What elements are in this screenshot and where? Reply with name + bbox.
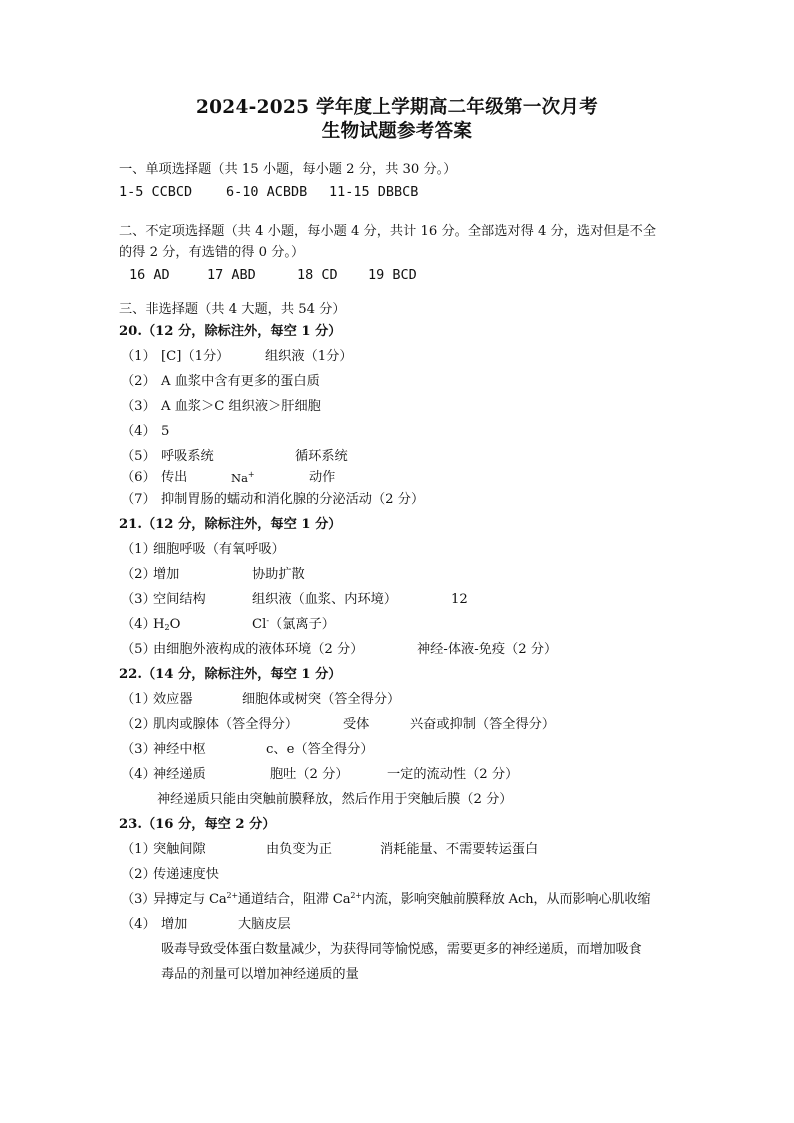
- item-number: （1）: [121, 542, 156, 557]
- item-number: （4）: [121, 424, 156, 439]
- item-number: （2）: [121, 374, 156, 389]
- item-number: （1）: [121, 349, 156, 364]
- item-number: （4）: [121, 917, 156, 932]
- answer-text: 增加: [153, 567, 180, 582]
- item-number: （5）: [121, 449, 156, 464]
- item-number: （4）: [121, 617, 156, 632]
- answer-text: 增加: [161, 917, 188, 932]
- item-number: （2）: [121, 867, 156, 882]
- item-number: （1）: [121, 692, 156, 707]
- q22-heading: 22.（14 分，除标注外，每空 1 分）: [119, 667, 342, 682]
- answer-text: 神经中枢: [153, 742, 206, 757]
- answer-text: 突触间隙: [153, 842, 206, 857]
- answer-text: 抑制胃肠的蠕动和消化腺的分泌活动（2 分）: [161, 492, 425, 507]
- answer-text: 效应器: [153, 692, 193, 707]
- q20-heading: 20.（12 分，除标注外，每空 1 分）: [119, 324, 342, 339]
- answer-text: 兴奋或抑制（答全得分）: [410, 717, 556, 732]
- answer-17: 17 ABD: [207, 267, 256, 283]
- answer-text: 吸毒导致受体蛋白数量减少，为获得同等愉悦感，需要更多的神经递质，而增加吸食: [161, 942, 642, 957]
- answer-text: 空间结构: [153, 592, 206, 607]
- answer-16: 16 AD: [129, 267, 170, 283]
- water-formula: $H_2O$: [153, 617, 181, 632]
- answer-group-11-15: 11-15 DBBCB: [329, 184, 419, 200]
- answer-19: 19 BCD: [368, 267, 417, 283]
- answer-text: 传递速度快: [153, 867, 219, 882]
- answer-text: A 血浆＞C 组织液＞肝细胞: [161, 399, 321, 414]
- page-subtitle: 生物试题参考答案: [321, 121, 473, 142]
- answer-text: 异搏定与 $Ca^{2+}$通道结合，阻滞 $Ca^{2+}$内流，影响突触前膜释放 Ach，从而影响心肌收缩: [153, 891, 651, 907]
- item-number: （3）: [121, 592, 156, 607]
- answer-text: 协助扩散: [252, 567, 305, 582]
- answer-text: 大脑皮层: [238, 917, 291, 932]
- answer-text: 组织液（1分）: [265, 349, 353, 364]
- answer-text: A 血浆中含有更多的蛋白质: [161, 374, 320, 389]
- item-number: （5）: [121, 642, 156, 657]
- page-title: 2024-2025 学年度上学期高二年级第一次月考: [195, 97, 599, 118]
- answer-text: 神经递质: [153, 767, 206, 782]
- q23-heading: 23.（16 分，每空 2 分）: [119, 817, 276, 832]
- answer-text: 细胞呼吸（有氧呼吸）: [153, 542, 285, 557]
- item-number: （7）: [121, 492, 156, 507]
- item-number: （4）: [121, 767, 156, 782]
- answer-text: 5: [161, 424, 170, 439]
- item-number: （3）: [121, 399, 156, 414]
- answer-text: [C]（1分）: [161, 349, 230, 364]
- item-number: （2）: [121, 567, 156, 582]
- answer-text: 肌肉或腺体（答全得分）: [153, 717, 299, 732]
- sodium-ion: Na+: [231, 470, 255, 485]
- section2-heading-line1: 二、不定项选择题（共 4 小题，每小题 4 分，共计 16 分。全部选对得 4 分，选对但是不全: [119, 224, 657, 239]
- item-number: （3）: [121, 892, 156, 907]
- answer-text: 胞吐（2 分）: [270, 767, 349, 782]
- answer-text: 受体: [343, 717, 370, 732]
- answer-group-6-10: 6-10 ACBDB: [226, 184, 308, 200]
- answer-text: 动作: [309, 470, 336, 485]
- answer-text: 神经递质只能由突触前膜释放，然后作用于突触后膜（2 分）: [157, 792, 513, 807]
- answer-text: c、e（答全得分）: [266, 742, 374, 757]
- chloride-ion: Cl-（氯离子）: [252, 616, 335, 632]
- section3-heading: 三、非选择题（共 4 大题，共 54 分）: [119, 302, 346, 317]
- answer-text: 细胞体或树突（答全得分）: [242, 692, 401, 707]
- answer-group-1-5: 1-5 CCBCD: [119, 184, 193, 200]
- answer-text: 神经-体液-免疫（2 分）: [417, 642, 558, 657]
- answer-text: 12: [451, 592, 468, 607]
- answer-text: 一定的流动性（2 分）: [387, 767, 519, 782]
- answer-text: 毒品的剂量可以增加神经递质的量: [161, 967, 359, 982]
- answer-text: 传出: [161, 470, 188, 485]
- section2-heading-line2: 的得 2 分，有选错的得 0 分。）: [119, 245, 305, 260]
- q21-heading: 21.（12 分，除标注外，每空 1 分）: [119, 517, 342, 532]
- answer-text: 呼吸系统: [161, 449, 214, 464]
- answer-text: 组织液（血浆、内环境）: [252, 592, 398, 607]
- item-number: （2）: [121, 717, 156, 732]
- answer-text: 由细胞外液构成的液体环境（2 分）: [153, 642, 364, 657]
- answer-text: 消耗能量、不需要转运蛋白: [380, 842, 539, 857]
- section1-heading: 一、单项选择题（共 15 小题，每小题 2 分，共 30 分。）: [119, 162, 457, 177]
- item-number: （6）: [121, 470, 156, 485]
- answer-text: 由负变为正: [266, 842, 332, 857]
- answer-18: 18 CD: [297, 267, 338, 283]
- item-number: （1）: [121, 842, 156, 857]
- item-number: （3）: [121, 742, 156, 757]
- answer-text: 循环系统: [295, 449, 348, 464]
